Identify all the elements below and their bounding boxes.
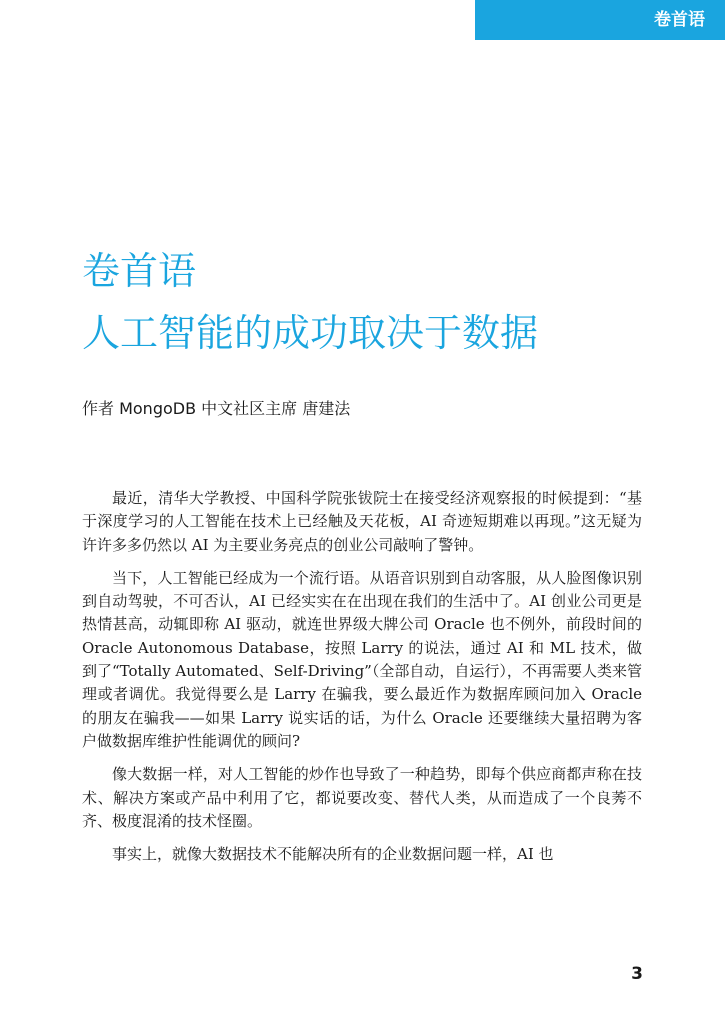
paragraph: 像大数据一样，对人工智能的炒作也导致了一种趋势，即每个供应商都声称在技术、解决方案或产品中利用了它，都说要改变、替代人类，从而造成了一个良莠不齐、极度混淆的技术怪圈。: [82, 765, 642, 830]
article-body: [82, 487, 642, 876]
page-title: [82, 240, 682, 364]
page-number: 3: [631, 964, 643, 984]
title-line-1: 卷首语: [82, 249, 197, 293]
title-line-2: 人工智能的成功取决于数据: [82, 311, 539, 355]
paragraph: 最近，清华大学教授、中国科学院张钹院士在接受经济观察报的时候提到：“基于深度学习的人工智能在技术上已经触及天花板，AI 奇迹短期难以再现。”这无疑为许许多多仍然以 AI 为主要业务亮点的创业公司敲响了警钟。: [82, 489, 642, 554]
author-line: 作者 MongoDB 中文社区主席 唐建法: [82, 399, 351, 418]
paragraph: 当下，人工智能已经成为一个流行语。从语音识别到自动客服，从人脸图像识别到自动驾驶，不可否认，AI 已经实实在在出现在我们的生活中了。AI 创业公司更是热情甚高，动辄即称 AI 驱动，就连世界级大牌公司 Oracle 也不例外，前段时间的 Oracle Autonomous Database，按照 Larry 的说法，通过 AI 和 ML 技术，做到了“Totally Automated、Self-Driving”（全部自动，自运行），不再需要人类来管理或者调优。我觉得要么是 Larry 在骗我，要么最近作为数据库顾问加入 Oracle 的朋友在骗我——如果 Larry 说实话的话，为什么 Oracle 还要继续大量招聘为客户做数据库维护性能调优的顾问?: [82, 568, 642, 750]
paragraph: 事实上，就像大数据技术不能解决所有的企业数据问题一样，AI 也: [112, 845, 554, 864]
chapter-tab: 卷首语: [475, 0, 725, 40]
